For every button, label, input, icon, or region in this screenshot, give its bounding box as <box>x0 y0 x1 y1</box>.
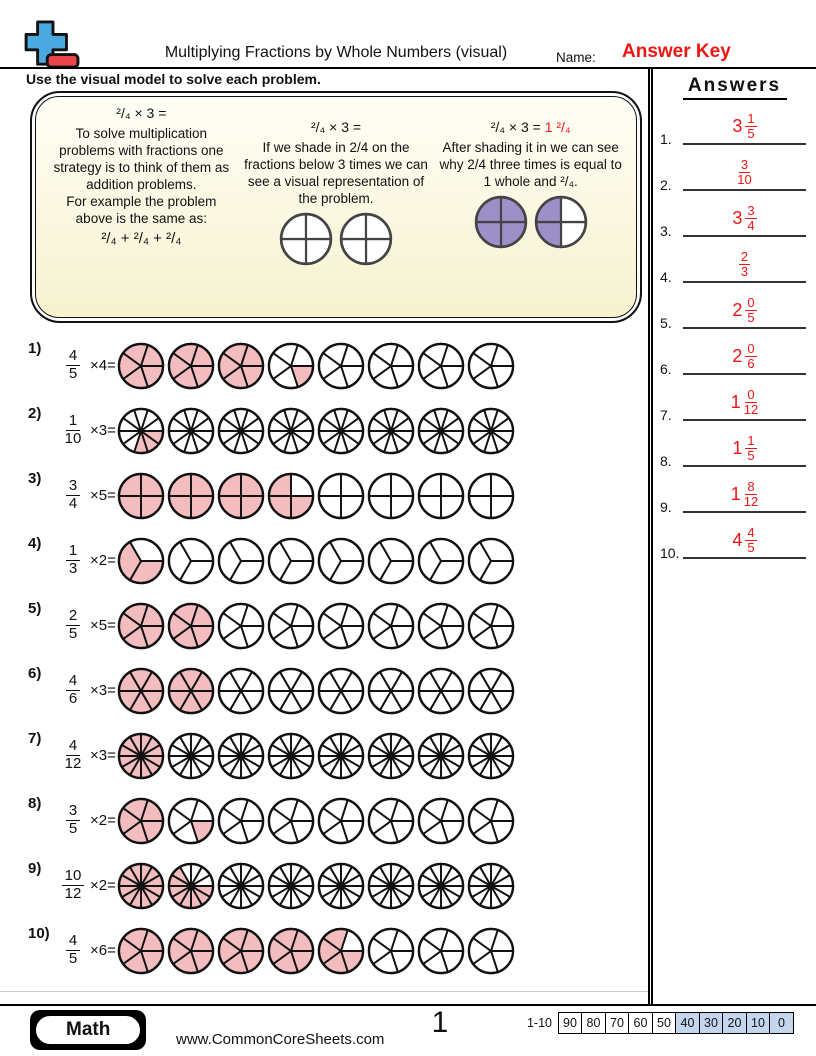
equation-red-answer: 1 ²/₄ <box>544 119 571 135</box>
fraction-numerator: 4 <box>66 933 80 951</box>
fraction-pie <box>467 927 515 975</box>
answer-number: 10. <box>660 545 680 561</box>
fraction-pie <box>367 342 415 390</box>
score-cell: 40 <box>675 1012 700 1034</box>
fraction-pie <box>317 862 365 910</box>
fraction-pie <box>367 537 415 585</box>
answer-number: 1. <box>660 131 672 147</box>
score-range-label: 1-10 <box>526 1016 552 1030</box>
answer-fraction <box>744 388 758 417</box>
fraction-pie <box>467 602 515 650</box>
score-table <box>527 1012 794 1034</box>
fraction-pie <box>317 537 365 585</box>
fraction-denominator: 5 <box>68 365 78 382</box>
fraction-pie <box>117 407 165 455</box>
fraction-denominator: 12 <box>743 401 759 417</box>
answer-blank-line <box>683 465 806 467</box>
fraction-pie <box>217 342 265 390</box>
fraction-pie <box>467 797 515 845</box>
instruction-text: Use the visual model to solve each problem. <box>26 71 321 87</box>
fraction-numerator: 4 <box>66 348 80 366</box>
answer-blank-line <box>683 235 806 237</box>
answer-number: 8. <box>660 453 672 469</box>
problem-number: 3) <box>28 470 42 487</box>
answer-fraction <box>745 296 756 325</box>
problem-fraction <box>56 803 90 838</box>
answer-value <box>683 204 806 233</box>
fraction-pie <box>367 797 415 845</box>
content-bottom-divider <box>0 991 648 992</box>
example-text: After shading it in we can see why 2/4 three times is equal to 1 whole and ²/₄. <box>439 139 622 189</box>
page-title: Multiplying Fractions by Whole Numbers (visual) <box>164 44 508 61</box>
fraction-pie <box>267 862 315 910</box>
answer-whole-part: 1 <box>730 391 741 412</box>
answer-row <box>653 424 816 470</box>
answer-value <box>683 158 806 187</box>
fraction-denominator: 5 <box>68 625 78 642</box>
problem-row <box>0 658 648 723</box>
answer-value <box>683 250 806 279</box>
fraction-denominator: 6 <box>747 355 755 371</box>
problem-row <box>0 528 648 593</box>
example-circles <box>279 212 393 266</box>
main-column <box>0 69 648 1004</box>
fraction-pie <box>317 927 365 975</box>
fraction-pie <box>467 732 515 780</box>
example-circles <box>474 195 588 249</box>
fraction-numerator: 2 <box>740 248 749 264</box>
example-column-3 <box>437 103 624 311</box>
score-cell: 30 <box>699 1012 724 1034</box>
answer-fraction <box>745 112 756 141</box>
fraction-pie <box>167 927 215 975</box>
fraction-pie <box>367 862 415 910</box>
problem-circles <box>117 732 517 780</box>
problem-row <box>0 463 648 528</box>
problem-fraction <box>56 608 90 643</box>
problem-number: 1) <box>28 340 42 357</box>
subject-badge-label: Math <box>34 1014 142 1046</box>
fraction-pie <box>279 212 333 266</box>
fraction-pie <box>417 667 465 715</box>
example-text: If we shade in 2/4 on the fractions below 3 times we can see a visual representation of the problem. <box>244 139 428 206</box>
problem-fraction <box>56 868 90 903</box>
answers-list <box>653 102 816 562</box>
score-cell: 0 <box>769 1012 794 1034</box>
fraction-pie <box>317 342 365 390</box>
answer-value <box>683 342 806 371</box>
fraction-pie <box>217 732 265 780</box>
example-box-inner <box>35 96 637 318</box>
answer-blank-line <box>683 511 806 513</box>
problem-number: 6) <box>28 665 42 682</box>
fraction-pie <box>217 407 265 455</box>
fraction-pie <box>117 862 165 910</box>
fraction-pie <box>317 797 365 845</box>
fraction-pie <box>317 732 365 780</box>
answer-blank-line <box>683 281 806 283</box>
example-column-1 <box>48 103 235 311</box>
fraction-denominator: 10 <box>64 430 82 447</box>
problem-multiplier: ×3= <box>90 422 116 439</box>
answer-fraction <box>745 434 756 463</box>
fraction-pie <box>367 472 415 520</box>
problem-row <box>0 788 648 853</box>
answer-fraction <box>744 480 758 509</box>
answer-whole-part: 3 <box>732 207 743 228</box>
answer-number: 2. <box>660 177 672 193</box>
answer-value <box>683 112 806 141</box>
page-number: 1 <box>431 1006 449 1039</box>
example-text: To solve multiplication problems with fractions one strategy is to think of them as addition problems. <box>53 125 230 192</box>
fraction-numerator: 1 <box>747 110 755 126</box>
fraction-pie <box>317 602 365 650</box>
fraction-pie <box>339 212 393 266</box>
answer-number: 3. <box>660 223 672 239</box>
fraction-pie <box>467 342 515 390</box>
fraction-pie <box>267 472 315 520</box>
answer-fraction <box>745 204 756 233</box>
problem-fraction <box>56 673 90 708</box>
fraction-denominator: 5 <box>68 820 78 837</box>
problem-multiplier: ×6= <box>90 942 116 959</box>
score-cell: 50 <box>652 1012 677 1034</box>
fraction-pie <box>117 472 165 520</box>
problem-row <box>0 398 648 463</box>
example-equation <box>491 119 571 137</box>
answer-blank-line <box>683 373 806 375</box>
fraction-numerator: 0 <box>747 340 755 356</box>
problem-fraction <box>56 933 90 968</box>
score-cell: 60 <box>628 1012 653 1034</box>
fraction-denominator: 10 <box>737 171 752 187</box>
answer-whole-part: 4 <box>732 529 743 550</box>
answer-number: 7. <box>660 407 672 423</box>
fraction-pie <box>417 732 465 780</box>
fraction-pie <box>417 537 465 585</box>
fraction-pie <box>267 602 315 650</box>
fraction-pie <box>267 537 315 585</box>
fraction-pie <box>367 732 415 780</box>
answer-blank-line <box>683 189 806 191</box>
score-cell: 20 <box>722 1012 747 1034</box>
answer-fraction <box>739 250 750 279</box>
fraction-numerator: 1 <box>66 413 80 431</box>
problem-fraction <box>56 543 90 578</box>
fraction-numerator: 3 <box>740 156 749 172</box>
fraction-pie <box>467 537 515 585</box>
answer-row <box>653 102 816 148</box>
fraction-pie <box>367 602 415 650</box>
fraction-pie <box>417 342 465 390</box>
problem-fraction <box>56 413 90 448</box>
fraction-pie <box>417 927 465 975</box>
fraction-pie <box>367 667 415 715</box>
fraction-pie <box>167 342 215 390</box>
fraction-pie <box>317 667 365 715</box>
answer-blank-line <box>683 327 806 329</box>
fraction-denominator: 5 <box>68 950 78 967</box>
problem-circles <box>117 472 517 520</box>
score-cells <box>559 1012 794 1034</box>
answer-row <box>653 286 816 332</box>
answer-value <box>683 296 806 325</box>
fraction-pie <box>217 927 265 975</box>
answer-value <box>683 434 806 463</box>
fraction-pie <box>117 537 165 585</box>
fraction-pie <box>267 667 315 715</box>
fraction-pie <box>117 797 165 845</box>
fraction-numerator: 10 <box>62 868 85 886</box>
fraction-numerator: 3 <box>747 202 755 218</box>
fraction-denominator: 3 <box>68 560 78 577</box>
problem-number: 2) <box>28 405 42 422</box>
subject-badge <box>30 1010 146 1050</box>
problem-circles <box>117 537 517 585</box>
problem-number: 9) <box>28 860 42 877</box>
fraction-numerator: 2 <box>66 608 80 626</box>
fraction-pie <box>417 862 465 910</box>
fraction-pie <box>167 732 215 780</box>
answer-row <box>653 148 816 194</box>
fraction-numerator: 4 <box>66 738 80 756</box>
fraction-pie <box>117 667 165 715</box>
answer-fraction <box>745 342 756 371</box>
fraction-pie <box>417 602 465 650</box>
answer-whole-part: 2 <box>732 345 743 366</box>
fraction-pie <box>417 797 465 845</box>
problem-multiplier: ×3= <box>90 682 116 699</box>
fraction-pie <box>534 195 588 249</box>
fraction-pie <box>317 472 365 520</box>
answer-row <box>653 194 816 240</box>
fraction-pie <box>217 602 265 650</box>
problem-number: 7) <box>28 730 42 747</box>
fraction-pie <box>417 407 465 455</box>
problem-row <box>0 593 648 658</box>
fraction-pie <box>167 537 215 585</box>
fraction-pie <box>267 732 315 780</box>
answer-row <box>653 516 816 562</box>
fraction-denominator: 4 <box>747 217 755 233</box>
problem-multiplier: ×3= <box>90 747 116 764</box>
problem-circles <box>117 602 517 650</box>
answer-number: 6. <box>660 361 672 377</box>
fraction-pie <box>267 797 315 845</box>
fraction-pie <box>167 407 215 455</box>
fraction-pie <box>217 472 265 520</box>
example-column-2 <box>243 103 430 311</box>
problem-row <box>0 723 648 788</box>
answer-blank-line <box>683 419 806 421</box>
answer-number: 4. <box>660 269 672 285</box>
fraction-numerator: 0 <box>747 386 755 402</box>
fraction-pie <box>167 472 215 520</box>
answer-row <box>653 470 816 516</box>
problem-circles <box>117 667 517 715</box>
fraction-pie <box>467 472 515 520</box>
fraction-pie <box>317 407 365 455</box>
fraction-denominator: 4 <box>68 495 78 512</box>
example-equation: ²/₄ × 3 = <box>310 119 362 135</box>
problem-number: 4) <box>28 535 42 552</box>
problem-fraction <box>56 738 90 773</box>
example-addition-formula: ²/₄ + ²/₄ + ²/₄ <box>101 229 182 247</box>
problem-multiplier: ×2= <box>90 877 116 894</box>
problem-multiplier: ×5= <box>90 487 116 504</box>
fraction-numerator: 3 <box>66 478 80 496</box>
fraction-pie <box>367 927 415 975</box>
fraction-denominator: 12 <box>64 755 82 772</box>
fraction-pie <box>267 407 315 455</box>
problems-list <box>0 333 648 983</box>
fraction-pie <box>117 602 165 650</box>
answer-row <box>653 378 816 424</box>
website-text: www.CommonCoreSheets.com <box>176 1031 385 1048</box>
fraction-pie <box>117 927 165 975</box>
fraction-numerator: 3 <box>66 803 80 821</box>
answer-value <box>683 388 806 417</box>
fraction-denominator: 5 <box>747 539 755 555</box>
example-box <box>30 91 642 323</box>
fraction-numerator: 1 <box>747 432 755 448</box>
example-equation: ²/₄ × 3 = <box>116 105 167 121</box>
problem-circles <box>117 862 517 910</box>
score-cell: 10 <box>746 1012 771 1034</box>
fraction-pie <box>474 195 528 249</box>
problem-multiplier: ×5= <box>90 617 116 634</box>
problem-circles <box>117 797 517 845</box>
problem-row <box>0 853 648 918</box>
fraction-pie <box>217 797 265 845</box>
fraction-denominator: 5 <box>747 447 755 463</box>
answer-whole-part: 1 <box>730 483 741 504</box>
fraction-pie <box>467 667 515 715</box>
answer-value <box>683 526 806 555</box>
fraction-pie <box>167 797 215 845</box>
fraction-pie <box>217 862 265 910</box>
problem-multiplier: ×4= <box>90 357 116 374</box>
fraction-numerator: 1 <box>66 543 80 561</box>
problem-fraction <box>56 478 90 513</box>
fraction-pie <box>367 407 415 455</box>
problem-number: 5) <box>28 600 42 617</box>
fraction-pie <box>217 537 265 585</box>
answer-key-text: Answer Key <box>622 41 731 62</box>
fraction-denominator: 6 <box>68 690 78 707</box>
answer-fraction <box>737 158 751 187</box>
problem-circles <box>117 927 517 975</box>
answers-heading: Answers <box>683 75 787 100</box>
problem-row <box>0 918 648 983</box>
equation-black-part: ²/₄ × 3 = <box>490 119 545 135</box>
answer-number: 5. <box>660 315 672 331</box>
problem-multiplier: ×2= <box>90 552 116 569</box>
score-cell: 70 <box>605 1012 630 1034</box>
fraction-pie <box>467 407 515 455</box>
answer-whole-part: 3 <box>732 115 743 136</box>
fraction-denominator: 12 <box>743 493 759 509</box>
problem-circles <box>117 407 517 455</box>
answer-whole-part: 1 <box>732 437 743 458</box>
answer-row <box>653 332 816 378</box>
fraction-pie <box>267 927 315 975</box>
problem-row <box>0 333 648 398</box>
fraction-denominator: 5 <box>747 309 755 325</box>
answer-blank-line <box>683 143 806 145</box>
answer-whole-part: 2 <box>732 299 743 320</box>
fraction-pie <box>117 732 165 780</box>
answer-blank-line <box>683 557 806 559</box>
name-label: Name: <box>556 50 596 65</box>
problem-number: 10) <box>28 925 50 942</box>
fraction-pie <box>117 342 165 390</box>
problem-number: 8) <box>28 795 42 812</box>
fraction-numerator: 0 <box>747 294 755 310</box>
fraction-pie <box>167 667 215 715</box>
answer-row <box>653 240 816 286</box>
answers-column <box>648 69 816 1004</box>
fraction-pie <box>167 602 215 650</box>
problem-circles <box>117 342 517 390</box>
example-text: For example the problem above is the same as: <box>66 193 217 226</box>
score-cell: 90 <box>558 1012 583 1034</box>
fraction-pie <box>467 862 515 910</box>
problem-multiplier: ×2= <box>90 812 116 829</box>
fraction-pie <box>217 667 265 715</box>
fraction-denominator: 5 <box>747 125 755 141</box>
answer-value <box>683 480 806 509</box>
fraction-pie <box>417 472 465 520</box>
fraction-pie <box>167 862 215 910</box>
problem-fraction <box>56 348 90 383</box>
answer-number: 9. <box>660 499 672 515</box>
fraction-numerator: 4 <box>66 673 80 691</box>
fraction-denominator: 12 <box>64 885 82 902</box>
fraction-pie <box>267 342 315 390</box>
score-cell: 80 <box>581 1012 606 1034</box>
fraction-numerator: 8 <box>747 478 755 494</box>
fraction-denominator: 3 <box>740 263 749 279</box>
answer-fraction <box>745 526 756 555</box>
fraction-numerator: 4 <box>747 524 755 540</box>
